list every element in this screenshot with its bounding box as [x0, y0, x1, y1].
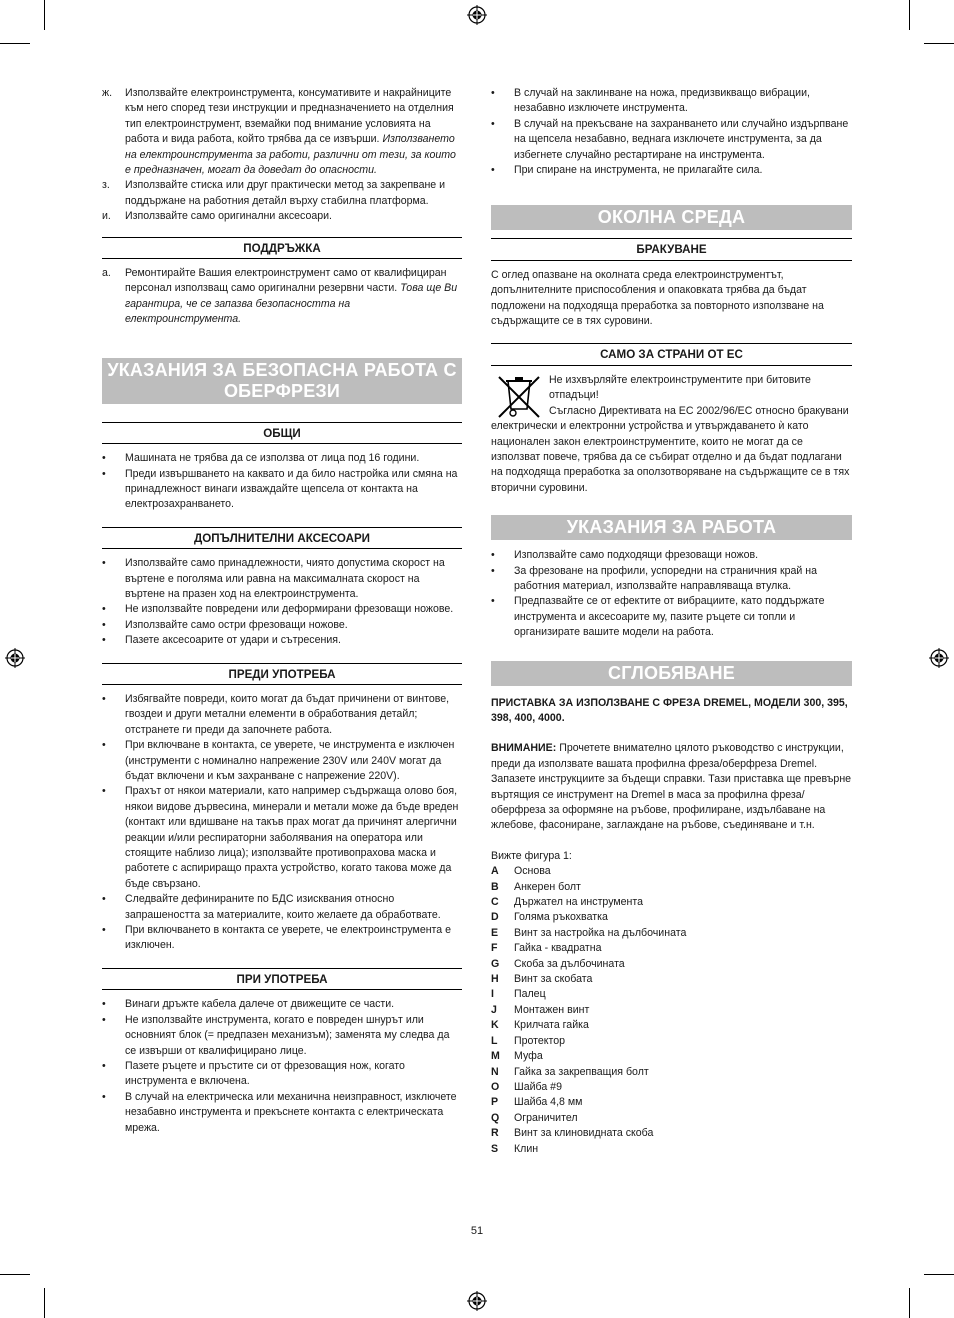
legend-item: S Клин — [491, 1142, 539, 1155]
list-item: а. Ремонтирайте Вашия електроинструмент само от квалифициран персонал използващ само оригинални резервни части. Това ще Ви гарантира, че се запазва безопасността на електроинструмента. — [102, 267, 458, 326]
list-item: • Не използвайте инструмента, когато е повреден шнурът или основният блок (= предпазен механизъм); заменята му следва да се извърши от квалифицирано лице. — [102, 1013, 450, 1057]
warning-text: Прочетете внимателно цялото ръководство с инструкции, преди да използвате вашата профилна фреза/оберфреза Dremel. Запазете инструкциите за бъдещи справки. Тази приставка ще превърне въртящия се инструмент на Dremel в маса за профилна фреза/оберфреза за оформяне на ръбове, профилиране, издълбаване на жлебове, фасониране, заглаждане на ръбове, съединяване и т.н. — [491, 742, 852, 832]
legend-item: M Муфа — [491, 1050, 543, 1063]
warning-paragraph — [491, 741, 852, 833]
list-item: • Използвайте само принадлежности, чиято допустима скорост на въртене е поголяма или равна на максималната скорост на въртене на празен ход на електроинструмента. — [102, 557, 445, 600]
disposal-heading: БРАКУВАНЕ — [491, 238, 852, 260]
legend-item: C Държател на инструмента — [491, 896, 644, 909]
crop-mark — [909, 0, 910, 30]
legend-item: G Скоба за дълбочината — [491, 957, 625, 970]
eu-notice — [491, 373, 852, 496]
work-instructions-banner: УКАЗАНИЯ ЗА РАБОТА — [491, 515, 852, 540]
accessories-heading: ДОПЪЛНИТЕЛНИ АКСЕСОАРИ — [102, 527, 462, 549]
legend-item: P Шайба 4,8 мм — [491, 1096, 583, 1109]
crop-mark — [44, 1288, 45, 1318]
figure-reference: Вижте фигура 1: — [491, 849, 572, 862]
list-item: • При спиране на инструмента, не прилагайте сила. — [491, 164, 763, 177]
environment-banner: ОКОЛНА СРЕДА — [491, 205, 852, 230]
parts-legend — [491, 864, 852, 1157]
crop-mark — [0, 1274, 30, 1275]
during-use-list — [102, 997, 462, 1136]
work-list — [491, 548, 852, 640]
list-item: • В случай на прекъсване на захранването или случайно издърпване на щепсела незабавно, веднага изключете инструмента, за да избегнете случайно рестартиране на инструмента. — [491, 117, 849, 161]
router-safety-banner: УКАЗАНИЯ ЗА БЕЗОПАСНА РАБОТА С ОБЕРФРЕЗИ — [102, 358, 462, 404]
general-list — [102, 451, 462, 513]
page-number: 51 — [470, 1225, 484, 1237]
list-item: • В случай на заклинване на ножа, предизвикващо вибрации, незабавно изключете инструмента. — [491, 87, 810, 115]
legend-item: B Анкерен болт — [491, 880, 581, 893]
registration-mark-icon — [467, 5, 487, 25]
list-item: • Машината не трябва да се използва от лица под 16 години. — [102, 452, 420, 465]
list-item: • Използвайте само остри фрезоващи ножове. — [102, 618, 348, 631]
list-item: • Предпазвайте се от ефектите от вибрациите, като поддържате инструмента и аксесоарите му, пазите ръцете си топли и организирате вашите модели на работа. — [491, 595, 825, 639]
eu-notice-line2: Съгласно Директивата на ЕС 2002/96/ЕС относно бракувани електрически и електронни устройства и утвърждаването ѝ като национален закон електроинструментите, които не могат да се използват повече, трябва да се събират отделно и да бъдат подлагани на подходяща преработка за оползотворяване на съдържащите се в тях вторични суровини. — [491, 404, 850, 494]
item-text: Използвайте само оригинални аксесоари. — [125, 210, 333, 223]
list-item: • Избягвайте повреди, които могат да бъдат причинени от винтове, гвоздеи и други метални елементи в обработвания детайл; отстранете ги преди да започнете работа. — [102, 692, 450, 736]
legend-item: Q Ограничител — [491, 1111, 578, 1124]
registration-mark-icon — [5, 648, 25, 668]
list-item: • Прахът от някои материали, като например съдържаща олово боя, някои видове дървесина, минерали и метали може да бъде вреден (контакт или вдишване на такъв прах могат да причинят алергични реакции и/или респираторни заболявания на оператора или стоящите наблизо лица); използвайте противопрахова маска и работете с аспириращо прахта устройство, когато такова може да бъде свързано. — [102, 785, 459, 890]
before-use-list — [102, 692, 462, 954]
list-item: • В случай на електрическа или механична неизправност, изключете незабавно инструмента и прекъснете контакта с електрическата мрежа. — [102, 1090, 457, 1134]
list-item: и. Използвайте само оригинални аксесоари. — [102, 210, 333, 223]
legend-item: F Гайка - квадратна — [491, 942, 602, 955]
legend-item: J Монтажен винт — [491, 1003, 590, 1016]
legend-item: K Крилчата гайка — [491, 1019, 589, 1032]
legend-item: R Винт за клиновидната скоба — [491, 1127, 654, 1140]
list-item: • Не използвайте повредени или деформирани фрезоващи ножове. — [102, 603, 454, 616]
legend-item: E Винт за настройка на дълбочината — [491, 926, 687, 939]
during-use-continued-list — [491, 86, 852, 178]
legend-item: O Шайба #9 — [491, 1080, 562, 1093]
legend-item: I Палец — [491, 988, 546, 1001]
legend-item: A Основа — [491, 865, 551, 878]
crop-mark — [924, 1274, 954, 1275]
before-use-heading: ПРЕДИ УПОТРЕБА — [102, 663, 462, 685]
legend-item: L Протектор — [491, 1034, 566, 1047]
crop-mark — [44, 0, 45, 30]
eu-notice-line1: Не изхвърляйте електроинструментите при битовите отпадъци! — [549, 373, 811, 402]
crop-mark — [909, 1288, 910, 1318]
eu-only-heading: САМО ЗА СТРАНИ ОТ ЕС — [491, 343, 852, 365]
item-text: Ремонтирайте Вашия електроинструмент само от квалифициран персонал използващ само оригинални резервни части. — [125, 267, 447, 295]
item-italic-text: Това ще Ви гарантира, че се запазва безопасността на електроинструмента. — [125, 282, 458, 326]
maintenance-heading: ПОДДРЪЖКА — [102, 237, 462, 259]
left-column — [102, 86, 462, 1136]
general-rules-list — [102, 86, 462, 225]
legend-item: N Гайка за закрепващия болт — [491, 1065, 649, 1078]
list-item: • Пазете ръцете и пръстите си от фрезоващия нож, когато инструмента е включена. — [102, 1059, 405, 1088]
list-item: з. Използвайте стиска или друг практически метод за закрепване и поддържане на работния детайл върху стабилна платформа. — [102, 179, 446, 207]
list-item: • Пазете аксесоарите от удари и сътресения. — [102, 634, 341, 647]
legend-item: D Голяма ръкохватка — [491, 911, 608, 924]
crossed-wheelie-bin-icon — [493, 373, 543, 419]
list-item: • Преди извършването на каквато и да било настройка или смяна на принадлежност винаги изваждайте щепсела от контакта на електрозахранването. — [102, 467, 458, 511]
assembly-banner: СГЛОБЯВАНЕ — [491, 661, 852, 686]
list-item: • Използвайте само подходящи фрезоващи ножов. — [491, 549, 759, 562]
crop-mark — [0, 43, 30, 44]
list-item: • За фрезоване на профили, успоредни на страничния край на работния материал, използвайте направляваща втулка. — [491, 564, 817, 592]
list-item: ж. Използвайте електроинструмента, консумативите и накрайниците към него според тези инструкции и предназначението на отделния тип електроинструмент, вземайки под внимание условията на работа и вида работа, който трябва да се извърши. Използването на електроинструмента за работи, различни от тези, за които е предназначен, могат да доведат до опасности. — [102, 87, 456, 177]
right-column — [491, 86, 852, 1157]
disposal-text: С оглед опазване на околната среда електроинструментът, допълнителните приспособления и опаковката трябва да бъдат подложени на подходяща преработка за повторното използване на съдържащите се в тях суровини. — [491, 268, 824, 328]
registration-mark-icon — [467, 1291, 487, 1311]
item-text: Използвайте електроинструмента, консумативите и накрайниците към него според тези инструкции и предназначението на отделния тип електроинструмент, вземайки под внимание условията на работа и вида работа, който трябва да се извърши. — [125, 87, 454, 146]
legend-item: H Винт за скобата — [491, 973, 593, 986]
warning-label: ВНИМАНИЕ: — [491, 742, 557, 755]
list-item: • При включване в контакта, се уверете, че инструмента е изключен (инструменти с номинално напрежение 230V или 240V могат да бъдат включени и към захранване с напрежение 220V). — [102, 739, 455, 782]
registration-mark-icon — [929, 648, 949, 668]
list-item: • При включването в контакта се уверете, че електроинструмента е изключен. — [102, 924, 452, 952]
item-text: Използвайте стиска или друг практически метод за закрепване и поддържане на работния детайл върху стабилна платформа. — [125, 179, 446, 207]
during-use-heading: ПРИ УПОТРЕБА — [102, 968, 462, 990]
attachment-title: ПРИСТАВКА ЗА ИЗПОЛЗВАНЕ С ФРЕЗА DREMEL, МОДЕЛИ 300, 395, 398, 400, 4000. — [491, 696, 848, 724]
item-italic-text: Използването на електроинструмента за работи, различни от тези, за които е предназначен, могат да доведат до опасности. — [125, 133, 456, 177]
general-heading: ОБЩИ — [102, 422, 462, 444]
accessories-list — [102, 556, 462, 648]
crop-mark — [924, 43, 954, 44]
list-item: • Следвайте дефинираните по БДС изисквания относно запрашеността за материалите, които желаете да обработвате. — [102, 893, 441, 921]
list-item: • Винаги дръжте кабела далече от движещите се части. — [102, 998, 395, 1011]
